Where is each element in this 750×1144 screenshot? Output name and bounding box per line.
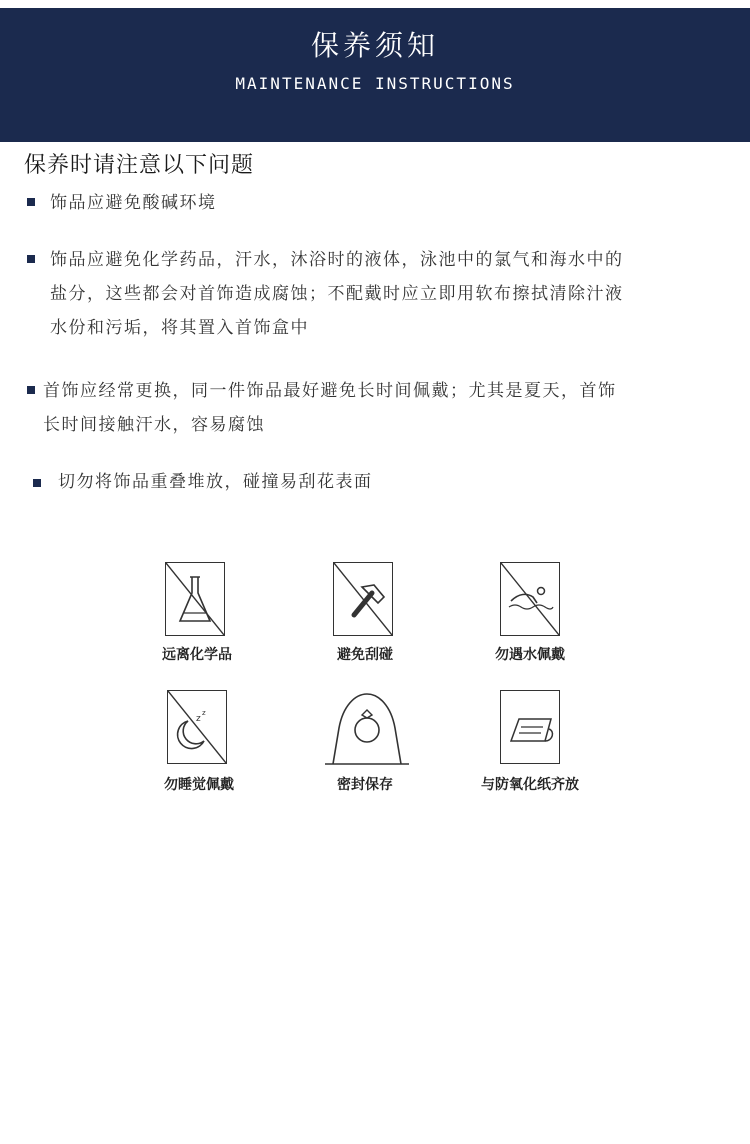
note-line: 饰品应避免化学药品，汗水，沐浴时的液体，泳池中的氯气和海水中的 [50,250,624,270]
bullet-square-icon [27,198,35,206]
header-banner [0,8,750,142]
icon-label: 避免刮碰 [337,647,393,663]
note-item [50,243,750,345]
icon-label: 密封保存 [337,777,393,793]
note-line: 切勿将饰品重叠堆放，碰撞易刮花表面 [58,472,373,492]
anti-oxidation-paper-icon [500,690,560,764]
icon-label: 与防氧化纸齐放 [481,777,579,793]
note-item [50,186,217,220]
note-item [43,374,748,442]
icon-label: 远离化学品 [162,647,232,663]
svg-text:z: z [202,709,206,717]
no-sleeping-icon [167,690,227,764]
note-line: 盐分，这些都会对首饰造成腐蚀；不配戴时应立即用软布擦拭清除汁液 [50,284,624,304]
bullet-square-icon [27,386,35,394]
icon-label: 勿睡觉佩戴 [164,777,234,793]
note-line: 长时间接触汗水，容易腐蚀 [43,415,265,435]
banner-title: 保养须知 [310,29,439,62]
sealed-storage-icon [325,688,409,768]
note-line: 首饰应经常更换，同一件饰品最好避免长时间佩戴；尤其是夏天，首饰 [43,381,617,401]
bullet-square-icon [33,479,41,487]
icon-label: 勿遇水佩戴 [495,647,565,663]
bullet-square-icon [27,255,35,263]
no-swimming-icon [500,562,560,636]
no-chemicals-icon [165,562,225,636]
banner-subtitle: MAINTENANCE INSTRUCTIONS [235,74,515,93]
note-line: 饰品应避免酸碱环境 [50,193,217,213]
no-hammer-icon [333,562,393,636]
svg-text:z: z [196,714,201,724]
note-item [58,465,373,499]
note-line: 水份和污垢，将其置入首饰盒中 [50,318,309,338]
section-heading: 保养时请注意以下问题 [24,153,255,178]
